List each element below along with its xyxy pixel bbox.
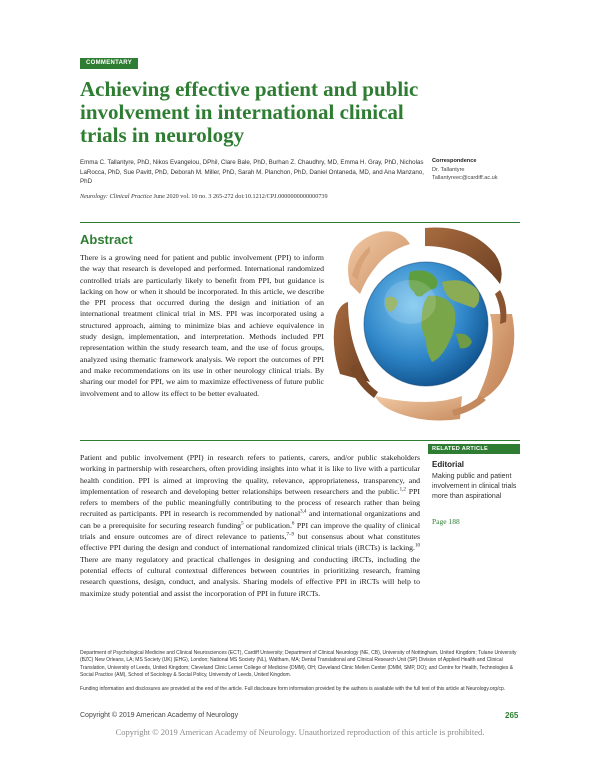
citation-ref[interactable]: 6	[291, 521, 295, 527]
body-text-2: PPI refers to members of the public meaningfully contributing to the process of research rather than being recruited as participants. PPI in research is recommended by national	[80, 486, 421, 519]
body-text-5: PPI can improve the quality of clinical trials and ensure outcomes are of direct relevance to patients,	[80, 520, 420, 542]
correspondence-label: Correspondence	[432, 158, 477, 164]
article-type-badge: COMMENTARY	[80, 58, 138, 69]
citation-ref[interactable]: 1,2	[399, 487, 406, 493]
copyright-line: Copyright © 2019 American Academy of Neurology	[80, 712, 239, 719]
body-text-4: or publication.	[243, 520, 292, 530]
article-title: Achieving effective patient and public involvement in international clinical trials in neurology	[80, 77, 419, 147]
related-article-page[interactable]: Page 188	[432, 517, 460, 526]
body-text-7: There are many regulatory and practical challenges in designing and conducting iRCTs, including the potential effects of cultural contextual differences between countries in prioritizing research, framing research questions, design, conduct, and analysis. Sharing models of effective PPI in iRCTs will help to maximize study potential and assist the incorporation of PPI in future iRCTs.	[80, 554, 420, 598]
globe-hands-figure	[330, 224, 520, 424]
body-paragraph	[80, 452, 420, 599]
correspondence-info	[432, 166, 522, 182]
affiliations-footnote: Department of Psychological Medicine and Clinical Neurosciences (ECT), Cardiff University; Department of Clinical Neurology (NE, CB), University of Nottingham, United Kingdom; Tulane University (BZC) New Orleans, LA; MS Society (UK) (EHG), London; National MS Society (NL), Waltham, MA; Dental Translational and Clinical Research Unit (SP) Division of Applied Health and Clinical Translation, University of Leeds, United Kingdom; Cleveland Clinic Lerner College of Medicine (DMM), OH; Cleveland Clinic Mellen Center (DMM, SMP, DO); and Centre for Health, Technologies & Social Practice (AM), School of Sociology & Social Policy, University of Leeds, United Kingdom.	[80, 650, 517, 678]
citation-ref[interactable]: 10	[415, 543, 420, 549]
body-text-3: and international organizations and can be a prerequisite for securing research funding	[80, 509, 421, 530]
related-article-bar: RELATED ARTICLE	[428, 444, 520, 454]
funding-footnote: Funding information and disclosures are provided at the end of the article. Full disclosure form information provided by the authors is available with the full text of this article at Neurology.org/cp.	[80, 686, 506, 692]
copyright-watermark: Copyright © 2019 American Academy of Neurology. Unauthorized reproduction of this article is prohibited.	[115, 727, 485, 737]
correspondence-name: Dr. Tallantyre	[432, 167, 465, 173]
abstract-text: There is a growing need for patient and public involvement (PPI) to inform the way that research is developed and performed. International randomized controlled trials are particularly likely to benefit from PPI, but guidance is lacking on how or when it should be incorporated. In this article, we describe the PPI process that occurred during the design and initiation of an international treatment clinical trial in MS. PPI was incorporated using a structured approach, aiming to minimize bias and achieve equivalence in study design, implementation, and interpretation. Methods included PPI representation within the study research team, and the use of focus groups, analyzed using thematic framework analysis. We report the outcomes of PPI and make recommendations on its use in other neurology clinical trials. By sharing our model for PPI, we aim to maximize effectiveness of future public involvement and to allow its effect to be better evaluated.	[80, 253, 324, 398]
body-text-1: Patient and public involvement (PPI) in research refers to patients, carers, and/or public stakeholders working in partnership with researchers, often providing insights into what it is like to live with a particular health condition. PPI is aimed at improving the quality, relevance, appropriateness, transparency, and implementation of research and developing better relationships between researchers and the public.	[80, 453, 420, 496]
page-number: 265	[505, 711, 519, 720]
globe-hands-icon	[330, 224, 520, 424]
citation-ref[interactable]: 3,4	[300, 509, 307, 515]
journal-citation	[80, 193, 425, 200]
citation-details: June 2020 vol. 10 no. 3 265-272 doi:10.1212/CPJ.0000000000000739	[151, 193, 328, 200]
body-text-6: but consensus about what constitutes effective PPI during the design and conduct of international randomized clinical trials (iRCTs) is lacking.	[80, 532, 421, 553]
section-divider-top	[80, 222, 520, 223]
section-divider-bottom	[80, 440, 520, 441]
related-article-title[interactable]: Making public and patient involvement in clinical trials more than aspirational	[432, 473, 517, 500]
citation-ref[interactable]: 7–9	[286, 532, 294, 538]
related-article-heading: Editorial	[432, 460, 465, 469]
abstract-heading: Abstract	[80, 232, 133, 247]
author-list: Emma C. Tallantyre, PhD, Nikos Evangelou, DPhil, Clare Bale, PhD, Burhan Z. Chaudhry, MD, Emma H. Gray, PhD, Nicholas LaRocca, PhD, Sue Pavitt, PhD, Deborah M. Miller, PhD, Sarah M. Planchon, PhD, Daniel Ontaneda, MD, and Ana Manzano, PhD	[80, 159, 424, 185]
citation-ref[interactable]: 5	[241, 521, 244, 527]
journal-name: Neurology: Clinical Practice	[80, 193, 152, 200]
correspondence-email[interactable]: Tallantyreec@cardiff.ac.uk	[432, 175, 498, 181]
